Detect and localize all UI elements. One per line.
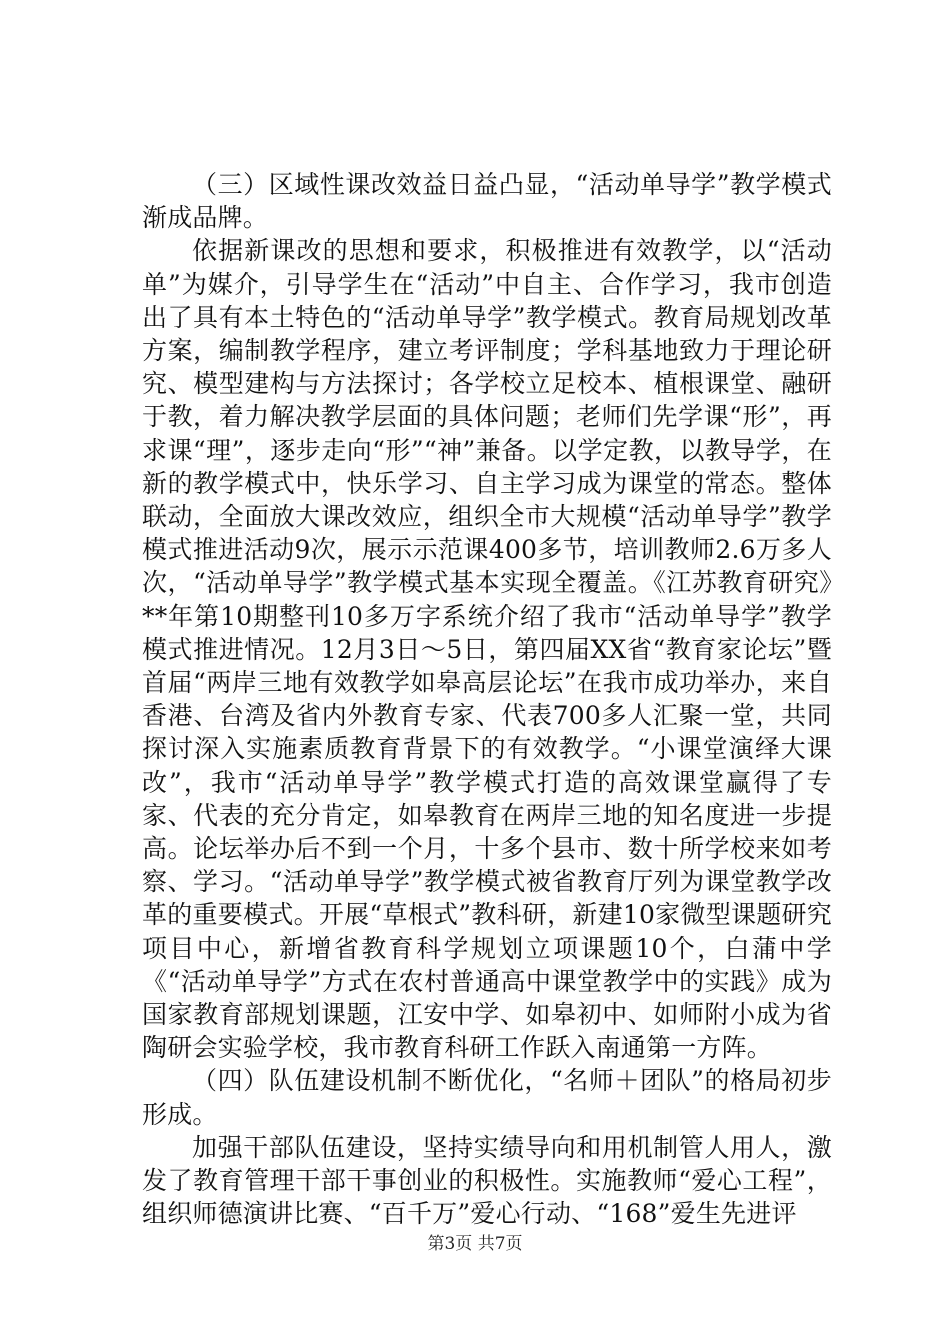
body-paragraph: 加强干部队伍建设，坚持实绩导向和用机制管人用人，激发了教育管理干部干事创业的积极性。实施教师“爱心工程”，组织师德演讲比赛、“百千万”爱心行动、“168”爱生先进评 [142,1132,832,1229]
page-footer [0,1232,950,1256]
document-body [142,168,832,1231]
page-number: 第3页 共7页 [427,1234,523,1254]
section-heading-3: （三）区域性课改效益日益凸显，“活动单导学”教学模式渐成品牌。 [142,170,832,233]
body-paragraph: 依据新课改的思想和要求，积极推进有效教学，以“活动单”为媒介，引导学生在“活动”中自主、合作学习，我市创造出了具有本土特色的“活动单导学”教学模式。教育局规划改革方案，编制教学程序，建立考评制度；学科基地致力于理论研究、模型建构与方法探讨；各学校立足校本、植根课堂、融研于教，着力解决教学层面的具体问题；老师们先学课“形”，再求课“理”，逐步走向“形”“神”兼备。以学定教，以教导学，在新的教学模式中，快乐学习、自主学习成为课堂的常态。整体联动，全面放大课改效应，组织全市大规模“活动单导学”教学模式推进活动9次，展示示范课400多节，培训教师2.6万多人次，“活动单导学”教学模式基本实现全覆盖。《江苏教育研究》**年第10期整刊10多万字系统介绍了我市“活动单导学”教学模式推进情况。12月3日～5日，第四届XX省“教育家论坛”暨首届“两岸三地有效教学如皋高层论坛”在我市成功举办，来自香港、台湾及省内外教育专家、代表700多人汇聚一堂，共同探讨深入实施素质教育背景下的有效教学。“小课堂演绎大课改”，我市“活动单导学”教学模式打造的高效课堂赢得了专家、代表的充分肯定，如皋教育在两岸三地的知名度进一步提高。论坛举办后不到一个月，十多个县市、数十所学校来如考察、学习。“活动单导学”教学模式被省教育厅列为课堂教学改革的重要模式。开展“草根式”教科研，新建10家微型课题研究项目中心，新增省教育科学规划立项课题10个，白蒲中学《“活动单导学”方式在农村普通高中课堂教学中的实践》成为国家教育部规划课题，江安中学、如皋初中、如师附小成为省陶研会实验学校，我市教育科研工作跃入南通第一方阵。 [142,236,832,1063]
section-heading-4: （四）队伍建设机制不断优化，“名师＋团队”的格局初步形成。 [142,1066,832,1129]
